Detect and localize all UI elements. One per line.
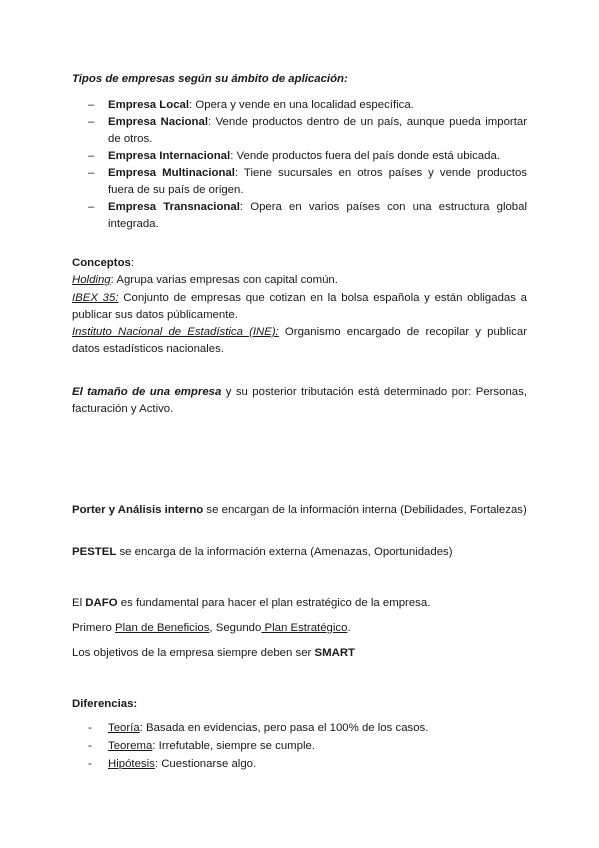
conceptos-heading: Conceptos:: [72, 257, 135, 269]
list-item: - Teorema: Irrefutable, siempre se cumple.: [88, 740, 316, 752]
list-item: – Empresa Internacional: Vende productos fuera del país donde está ubicada.: [88, 150, 500, 162]
tipos-heading: Tipos de empresas según su ámbito de aplicación:: [72, 73, 348, 85]
pestel-paragraph: PESTEL se encarga de la información externa (Amenazas, Oportunidades): [72, 546, 453, 558]
concepto-holding: Holding: Agrupa varias empresas con capital común.: [72, 274, 338, 286]
tipos-list: [72, 97, 527, 233]
list-item: – Empresa Multinacional: Tiene sucursales en otros países y vende productos fuera de su país de origen.: [88, 167, 527, 196]
primero-paragraph: Primero Plan de Beneficios, Segundo Plan Estratégico.: [72, 622, 351, 634]
list-item: - Teoría: Basada en evidencias, pero pasa el 100% de los casos.: [88, 722, 429, 734]
concepto-ine: Instituto Nacional de Estadística (INE): Organismo encargado de recopilar y publicar datos estadísticos nacionales.: [72, 326, 527, 355]
tamano-paragraph: El tamaño de una empresa y su posterior tributación está determinado por: Personas, facturación y Activo.: [72, 386, 527, 415]
diferencias-list: [72, 720, 527, 774]
porter-paragraph: Porter y Análisis interno se encargan de la información interna (Debilidades, Fortalezas): [72, 504, 527, 516]
concepto-ibex35: IBEX 35: Conjunto de empresas que cotizan en la bolsa española y están obligadas a publicar sus datos públicamente.: [72, 292, 527, 321]
list-item: – Empresa Transnacional: Opera en varios países con una estructura global integrada.: [88, 201, 528, 230]
diferencias-heading: Diferencias:: [72, 698, 138, 710]
list-item: – Empresa Nacional: Vende productos dentro de un país, aunque pueda importar de otros.: [88, 116, 527, 145]
list-item: – Empresa Local: Opera y vende en una localidad específica.: [88, 99, 414, 111]
dafo-paragraph: El DAFO es fundamental para hacer el plan estratégico de la empresa.: [72, 597, 431, 609]
list-item: - Hipótesis: Cuestionarse algo.: [88, 758, 257, 770]
objetivos-paragraph: Los objetivos de la empresa siempre deben ser SMART: [72, 647, 356, 659]
